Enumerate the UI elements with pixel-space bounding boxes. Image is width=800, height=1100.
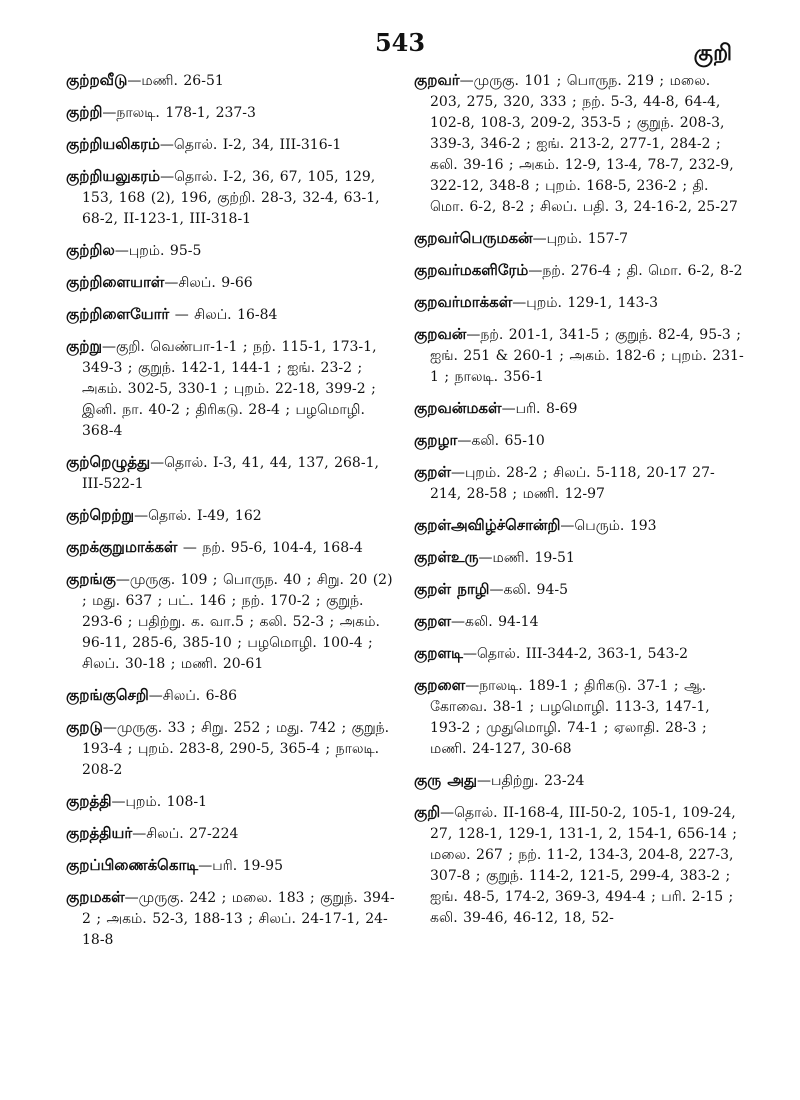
left-column	[66, 70, 396, 961]
entry-headword: குறங்குசெறி	[66, 686, 149, 704]
entry-references: —புறம். 157-7	[532, 231, 629, 247]
index-entry	[414, 643, 744, 665]
entry-headword: குறடு	[66, 718, 103, 736]
entry-headword: குற்றிளையோர்	[66, 305, 170, 323]
page-number: 543	[374, 28, 426, 57]
entry-headword: குற்றெற்று	[66, 506, 135, 524]
index-entry	[414, 324, 744, 388]
index-entry	[66, 240, 396, 262]
entry-headword: குறத்தியர்	[66, 824, 133, 842]
entry-references: —கலி. 65-10	[457, 433, 545, 449]
entry-references: —தொல். I-2, 34, III-316-1	[159, 137, 342, 153]
entry-references: —தொல். I-2, 36, 67, 105, 129, 153, 168 (2), 196, குற்றி. 28-3, 32-4, 63-1, 68-2, II-123-1, III-318-1	[82, 169, 380, 227]
entry-headword: குரு அது	[414, 771, 478, 789]
entry-references: —பெரும். 193	[560, 518, 657, 534]
index-entry	[66, 887, 396, 951]
entry-headword: குற்றியலிகரம்	[66, 135, 160, 153]
entry-headword: குறள	[414, 612, 451, 630]
entry-references: —கலி. 94-5	[489, 582, 569, 598]
index-entry	[66, 70, 396, 92]
index-entry	[66, 505, 396, 527]
index-entry	[66, 452, 396, 495]
entry-references: —குறி. வெண்பா-1-1 ; நற். 115-1, 173-1, 349-3 ; குறுந். 142-1, 144-1 ; ஐங். 23-2 ; அகம். 302-5, 330-1 ; புறம். 22-18, 399-2 ; இனி. நா. 40-2 ; திரிகடு. 28-4 ; பழமொழி. 368-4	[82, 339, 377, 439]
index-entry	[66, 102, 396, 124]
index-entry	[414, 70, 744, 218]
entry-headword: குறவர்மாக்கள்	[414, 293, 513, 311]
index-entry	[66, 717, 396, 781]
entry-headword: குறவர்பெருமகன்	[414, 229, 533, 247]
entry-references: —சிலப். 6-86	[148, 688, 238, 704]
index-entry	[414, 462, 744, 505]
index-entry	[66, 685, 396, 707]
entry-references: —புறம். 28-2 ; சிலப். 5-118, 20-17 27-214, 28-58 ; மணி. 12-97	[430, 465, 715, 502]
index-entry	[66, 304, 396, 326]
entry-references: —முருகு. 109 ; பொருந. 40 ; சிறு. 20 (2) ; மது. 637 ; பட். 146 ; நற். 170-2 ; குறுந். 293-6 ; பதிற்று. க. வா.5 ; கலி. 52-3 ; அகம். 96-11, 285-6, 385-10 ; பழமொழி. 100-4 ; சிலப். 30-18 ; மணி. 20-61	[82, 572, 393, 672]
entry-references: —நாலடி. 189-1 ; திரிகடு. 37-1 ; ஆ. கோவை. 38-1 ; பழமொழி. 113-3, 147-1, 193-2 ; முதுமொழி. 74-1 ; ஏலாதி. 28-3 ; மணி. 24-127, 30-68	[430, 678, 710, 757]
entry-headword: குறவர்மகளிரேம்	[414, 261, 529, 279]
index-entry	[414, 260, 744, 282]
entry-headword: குறழா	[414, 431, 458, 449]
index-entry	[66, 134, 396, 156]
index-entry	[66, 855, 396, 877]
entry-headword: குறள்அவிழ்ச்சொன்றி	[414, 516, 561, 534]
index-entry	[414, 770, 744, 792]
entry-references: —நற். 276-4 ; தி. மொ. 6-2, 8-2	[528, 263, 743, 279]
index-entry	[414, 802, 744, 929]
entry-references: —பரி. 19-95	[198, 858, 283, 874]
index-entry	[414, 292, 744, 314]
entry-headword: குற்றெழுத்து	[66, 453, 151, 471]
entry-references: —பரி. 8-69	[501, 401, 578, 417]
entry-headword: குற்றி	[66, 103, 103, 121]
section-word: குறி	[693, 40, 732, 66]
index-entry	[66, 791, 396, 813]
entry-headword: குற்றியலுகரம்	[66, 167, 161, 185]
entry-headword: குறள்	[414, 463, 451, 481]
entry-references: —கலி. 94-14	[451, 614, 539, 630]
entry-headword: குறவர்	[414, 71, 460, 89]
entry-headword: குறி	[414, 803, 441, 821]
right-column	[414, 70, 744, 939]
index-entry	[66, 272, 396, 294]
index-entry	[414, 675, 744, 760]
entry-references: — நற். 95-6, 104-4, 168-4	[177, 540, 363, 556]
index-entry	[414, 398, 744, 420]
entry-references: —பதிற்று. 23-24	[477, 773, 585, 789]
index-entry	[414, 611, 744, 633]
entry-references: — சிலப். 16-84	[169, 307, 278, 323]
entry-headword: குறக்குறுமாக்கள்	[66, 538, 178, 556]
index-entry	[66, 537, 396, 559]
entry-headword: குறத்தி	[66, 792, 112, 810]
entry-headword: குற்றில	[66, 241, 115, 259]
entry-headword: குறவன்	[414, 325, 467, 343]
index-entry	[414, 579, 744, 601]
index-entry	[414, 430, 744, 452]
index-entry	[66, 569, 396, 675]
index-entry	[66, 166, 396, 230]
entry-references: —புறம். 95-5	[114, 243, 202, 259]
entry-headword: குறங்கு	[66, 570, 116, 588]
entry-references: —மணி. 19-51	[478, 550, 575, 566]
entry-headword: குற்றிளையாள்	[66, 273, 165, 291]
entry-references: —நற். 201-1, 341-5 ; குறுந். 82-4, 95-3 ; ஐங். 251 & 260-1 ; அகம். 182-6 ; புறம். 231-1 ; நாலடி. 356-1	[430, 327, 744, 385]
entry-references: —முருகு. 101 ; பொருந. 219 ; மலை. 203, 275, 320, 333 ; நற். 5-3, 44-8, 64-4, 102-8, 108-3, 209-2, 353-5 ; குறுந். 208-3, 339-3, 346-2 ; ஐங். 213-2, 277-1, 284-2 ; கலி. 39-16 ; அகம். 12-9, 13-4, 78-7, 232-9, 322-12, 348-8 ; புறம். 168-5, 236-2 ; தி. மொ. 6-2, 8-2 ; சிலப். பதி. 3, 24-16-2, 25-27	[430, 73, 738, 215]
entry-references: —முருகு. 242 ; மலை. 183 ; குறுந். 394-2 ; அகம். 52-3, 188-13 ; சிலப். 24-17-1, 24-18-8	[82, 890, 395, 948]
entry-headword: குறளை	[414, 676, 466, 694]
entry-references: —முருகு. 33 ; சிறு. 252 ; மது. 742 ; குறுந். 193-4 ; புறம். 283-8, 290-5, 365-4 ; நாலடி. 208-2	[82, 720, 390, 778]
entry-headword: குற்றவீடு	[66, 71, 128, 89]
entry-headword: குறள் நாழி	[414, 580, 490, 598]
entry-references: —தொல். III-344-2, 363-1, 543-2	[462, 646, 688, 662]
entry-references: —சிலப். 27-224	[132, 826, 239, 842]
entry-headword: குறமகள்	[66, 888, 125, 906]
entry-headword: குறவன்மகள்	[414, 399, 502, 417]
entry-headword: குறள்உரு	[414, 548, 479, 566]
entry-references: —புறம். 108-1	[111, 794, 207, 810]
entry-references: —மணி. 26-51	[127, 73, 224, 89]
entry-headword: குறளடி	[414, 644, 463, 662]
entry-references: —தொல். II-168-4, III-50-2, 105-1, 109-24, 27, 128-1, 129-1, 131-1, 2, 154-1, 656-14 ; மலை. 267 ; நற். 11-2, 134-3, 204-8, 227-3, 307-8 ; குறுந். 114-2, 121-5, 299-4, 383-2 ; ஐங். 48-5, 174-2, 369-3, 494-4 ; பரி. 2-15 ; கலி. 39-46, 46-12, 18, 52-	[430, 805, 737, 926]
index-entry	[66, 823, 396, 845]
index-entry	[414, 547, 744, 569]
index-entry	[414, 515, 744, 537]
entry-references: —நாலடி. 178-1, 237-3	[102, 105, 256, 121]
index-entry	[414, 228, 744, 250]
entry-references: —புறம். 129-1, 143-3	[512, 295, 659, 311]
entry-headword: குற்று	[66, 337, 102, 355]
entry-references: —தொல். I-49, 162	[134, 508, 262, 524]
index-entry	[66, 336, 396, 442]
entry-headword: குறப்பிணைக்கொடி	[66, 856, 199, 874]
entry-references: —சிலப். 9-66	[164, 275, 253, 291]
entry-references: —தொல். I-3, 41, 44, 137, 268-1, III-522-1	[82, 455, 379, 492]
